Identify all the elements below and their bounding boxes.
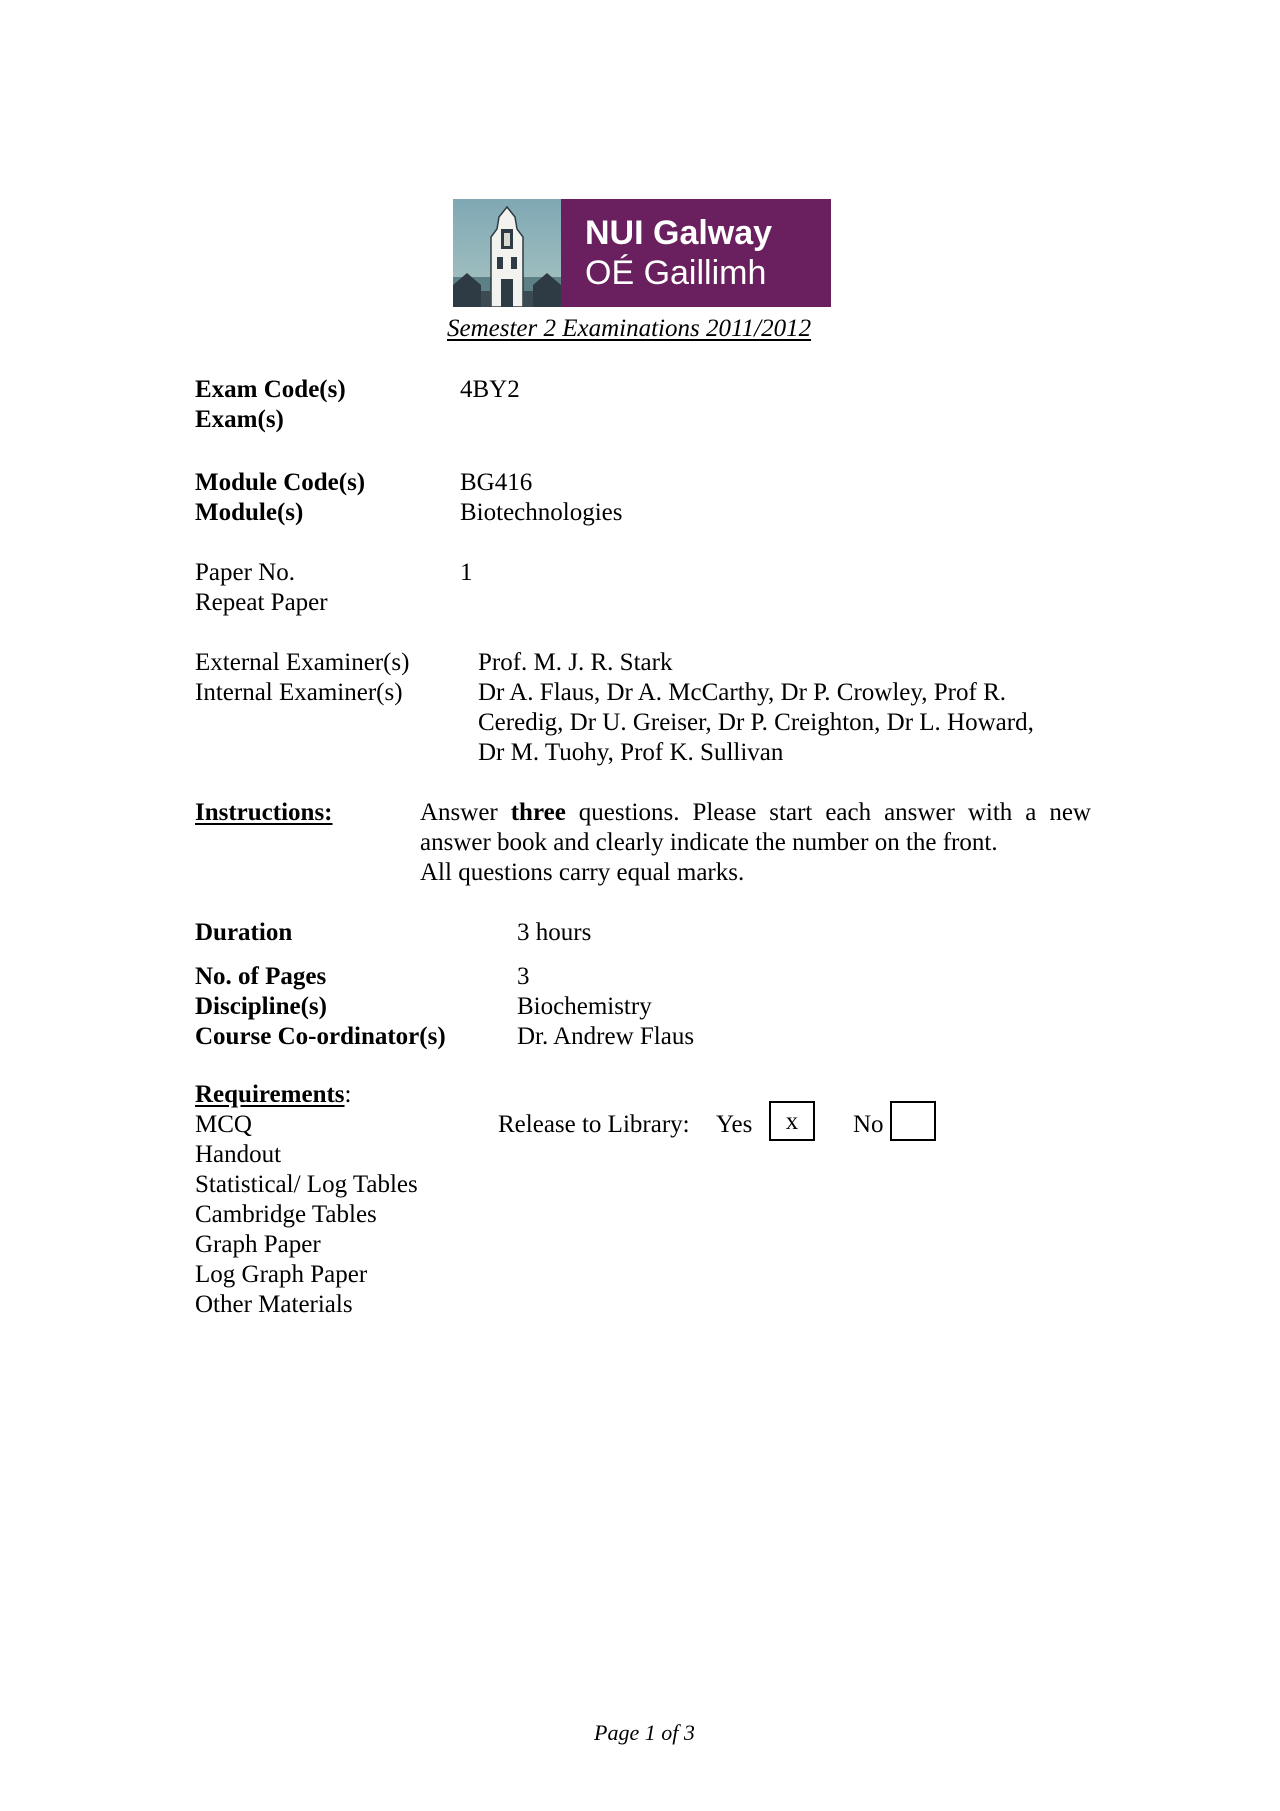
duration-label: Duration	[195, 919, 293, 946]
requirements-label: Requirements	[195, 1081, 345, 1108]
instructions-line-2: answer book and clearly indicate the number on the front.	[420, 829, 998, 856]
logo-wordmark	[561, 199, 831, 307]
exam-code-value: 4BY2	[460, 376, 520, 403]
internal-examiner-label: Internal Examiner(s)	[195, 679, 403, 706]
coordinator-value: Dr. Andrew Flaus	[517, 1023, 695, 1050]
discipline-label: Discipline(s)	[195, 993, 327, 1020]
instructions-text: Answer	[420, 799, 511, 826]
page-number: Page 1 of 3	[594, 1720, 695, 1745]
paper-no-value: 1	[460, 559, 473, 586]
instructions-text: questions. Please start each answer with a new	[565, 799, 1091, 826]
instructions-line-1	[420, 798, 1091, 828]
coordinator-label: Course Co-ordinator(s)	[195, 1023, 446, 1050]
university-crest-icon	[453, 199, 561, 307]
paper-no-label: Paper No.	[195, 559, 295, 586]
requirement-item: Log Graph Paper	[195, 1261, 368, 1288]
discipline-value: Biochemistry	[517, 993, 652, 1020]
instructions-line-3: All questions carry equal marks.	[420, 859, 745, 886]
external-examiner-label: External Examiner(s)	[195, 649, 410, 676]
requirements-colon: :	[344, 1081, 352, 1108]
release-to-library-label: Release to Library:	[498, 1111, 690, 1138]
exam-code-label: Exam Code(s)	[195, 376, 346, 403]
module-label: Module(s)	[195, 499, 304, 526]
requirement-item: Handout	[195, 1141, 282, 1168]
requirement-item: Statistical/ Log Tables	[195, 1171, 418, 1198]
requirement-item: Other Materials	[195, 1291, 353, 1318]
release-yes-checkbox[interactable]: x	[769, 1101, 815, 1141]
logo-name-english: NUI Galway	[585, 214, 773, 252]
module-value: Biotechnologies	[460, 499, 623, 526]
pages-value: 3	[517, 963, 530, 990]
release-no-checkbox[interactable]	[890, 1101, 936, 1141]
external-examiner-value: Prof. M. J. R. Stark	[478, 649, 673, 676]
internal-examiner-line: Ceredig, Dr U. Greiser, Dr P. Creighton, Dr L. Howard,	[478, 709, 1034, 736]
requirement-item: Graph Paper	[195, 1231, 321, 1258]
release-yes-label: Yes	[716, 1111, 753, 1138]
university-logo	[453, 199, 831, 307]
internal-examiner-line: Dr M. Tuohy, Prof K. Sullivan	[478, 739, 784, 766]
instructions-label: Instructions:	[195, 799, 333, 826]
requirements-heading	[195, 1080, 351, 1110]
internal-examiner-line: Dr A. Flaus, Dr A. McCarthy, Dr P. Crowley, Prof R.	[478, 679, 1006, 706]
release-no-label: No	[853, 1111, 884, 1138]
exam-session-title: Semester 2 Examinations 2011/2012	[447, 315, 812, 342]
duration-value: 3 hours	[517, 919, 592, 946]
module-code-value: BG416	[460, 469, 533, 496]
repeat-paper-label: Repeat Paper	[195, 589, 328, 616]
module-code-label: Module Code(s)	[195, 469, 366, 496]
logo-name-irish: OÉ Gaillimh	[585, 254, 767, 292]
pages-label: No. of Pages	[195, 963, 327, 990]
exam-label: Exam(s)	[195, 406, 284, 433]
requirement-item: Cambridge Tables	[195, 1201, 377, 1228]
requirement-item: MCQ	[195, 1111, 252, 1138]
instructions-emphasis: three	[510, 799, 566, 826]
